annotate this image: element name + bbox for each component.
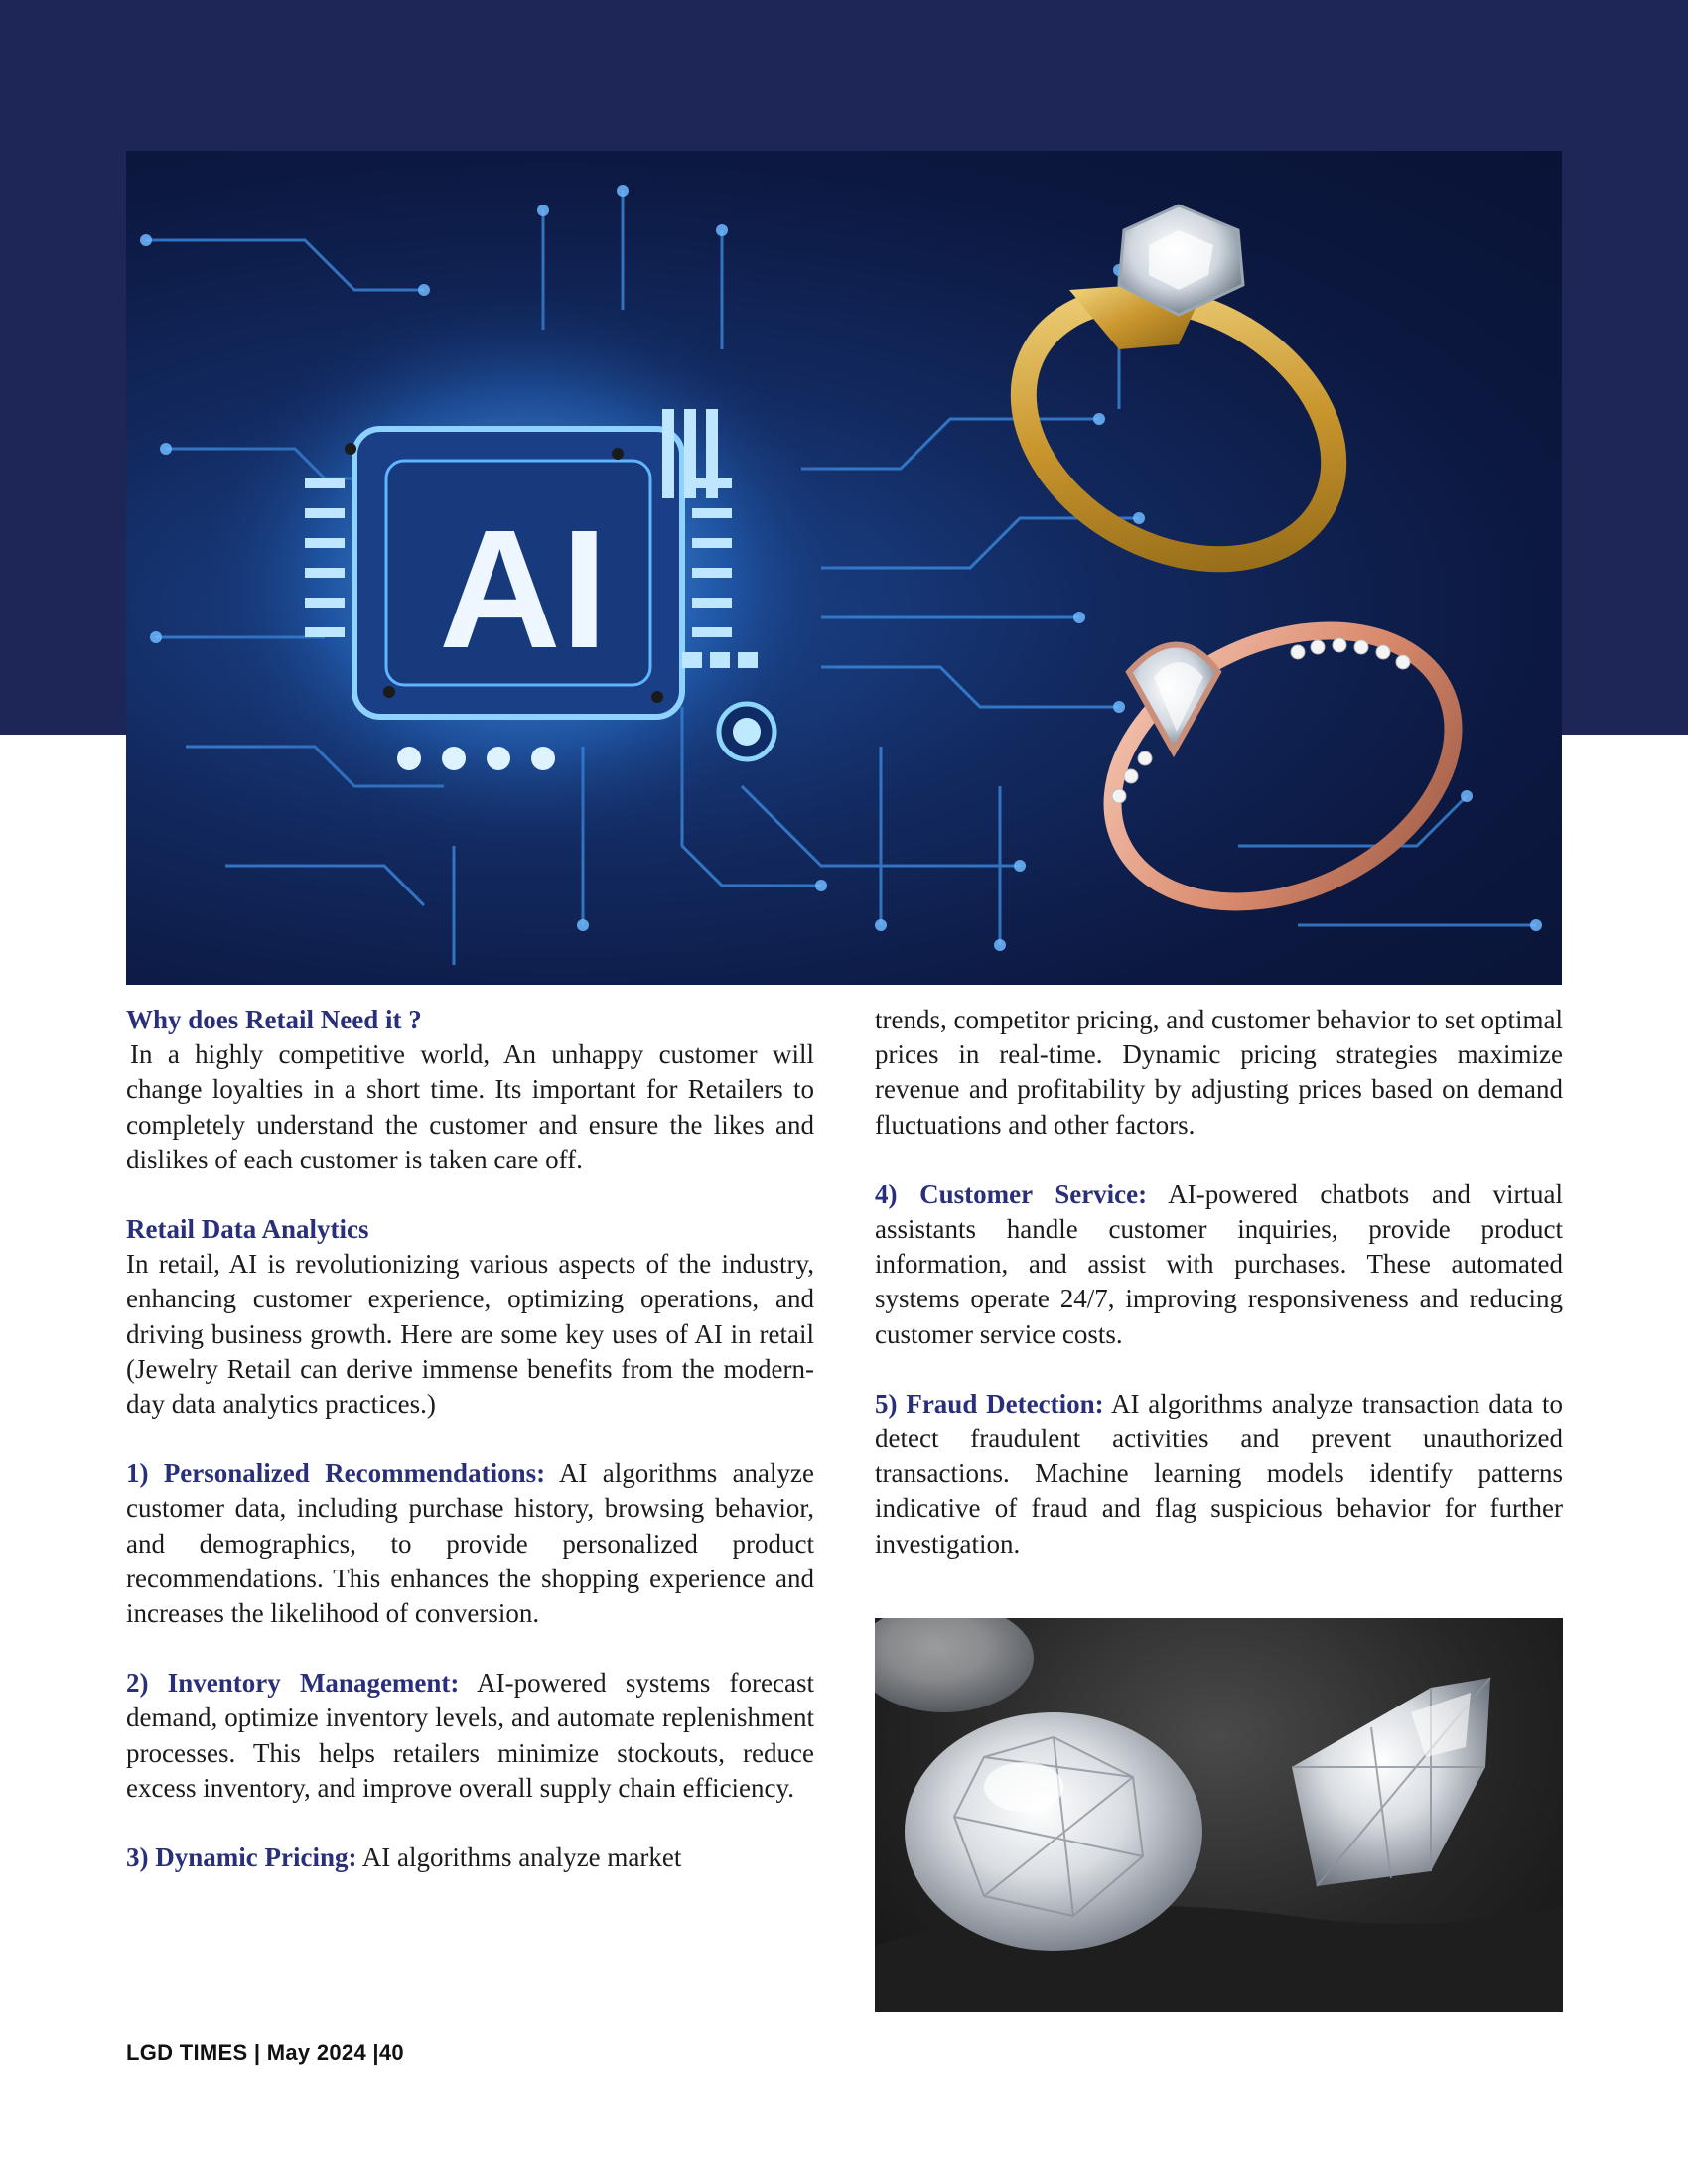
- heading-why-retail: Why does Retail Need it ?: [126, 1005, 422, 1034]
- blurred-diamond: [875, 1618, 1034, 1712]
- item-personalized-recommendations: [126, 1456, 814, 1631]
- paragraph-why-retail: In a highly competitive world, An unhappy customer will change loyalties in a short time. Its important for Retailers to completely understand the customer and ensure the likes and dislikes of each customer is taken care off.: [126, 1039, 814, 1174]
- item-inventory-management: [126, 1666, 814, 1806]
- item1-lead: 1) Personalized Recommendations:: [126, 1458, 546, 1489]
- right-column: [875, 1003, 1563, 1562]
- item2-body: AI-powered systems forecast demand, optimize inventory levels, and automate replenishment processes. This helps retailers minimize stockouts, reduce excess inventory, and improve overall supply chain efficiency.: [126, 1668, 815, 1803]
- hero-image-ai-rings: [126, 151, 1562, 985]
- item2-lead: 2) Inventory Management:: [126, 1668, 460, 1699]
- pear-diamond: [1292, 1678, 1490, 1886]
- round-diamond: [905, 1712, 1202, 1951]
- item4-body: AI-powered chatbots and virtual assistants handle customer inquiries, provide product information, and assist with purchases. These automated systems operate 24/7, improving responsiveness and reducing customer service costs.: [875, 1178, 1563, 1349]
- heading-retail-data-analytics: Retail Data Analytics: [126, 1214, 369, 1245]
- page-footer: LGD TIMES | May 2024 |40: [126, 2040, 404, 2065]
- chip-label: AI: [439, 495, 608, 684]
- item4-lead: 4) Customer Service:: [875, 1178, 1148, 1209]
- left-column: [126, 1003, 814, 1875]
- item5-body: AI algorithms analyze transaction data to detect fraudulent activities and prevent unauthorized transactions. Machine learning models identify patterns indicative of fraud and flag suspicious behavior for further investigation.: [875, 1388, 1564, 1559]
- item-customer-service: [875, 1177, 1563, 1352]
- item3-lead: 3) Dynamic Pricing:: [126, 1843, 357, 1873]
- item3-body: AI algorithms analyze market: [361, 1843, 682, 1873]
- gold-ring: [978, 205, 1379, 611]
- rose-gold-ring: [1068, 579, 1497, 955]
- diamond-photo: [875, 1618, 1563, 2012]
- item-fraud-detection: [875, 1387, 1563, 1562]
- paragraph-dynamic-pricing-cont: trends, competitor pricing, and customer behavior to set optimal prices in real-time. Dynamic pricing strategies maximize revenue and profitability by adjusting prices based on demand fluctuations and other factors.: [875, 1005, 1563, 1140]
- item5-lead: 5) Fraud Detection:: [875, 1388, 1104, 1419]
- item1-body: AI algorithms analyze customer data, including purchase history, browsing behavior, and demographics, to provide personalized product recommendations. This enhances the shopping experience and increases the likelihood of conversion.: [126, 1458, 815, 1629]
- item-dynamic-pricing: [126, 1841, 814, 1875]
- paragraph-retail-data-analytics: In retail, AI is revolutionizing various aspects of the industry, enhancing customer experience, optimizing operations, and driving business growth. Here are some key uses of AI in retail (Jewelry Retail can derive immense benefits from the modern-day data analytics practices.): [126, 1249, 814, 1420]
